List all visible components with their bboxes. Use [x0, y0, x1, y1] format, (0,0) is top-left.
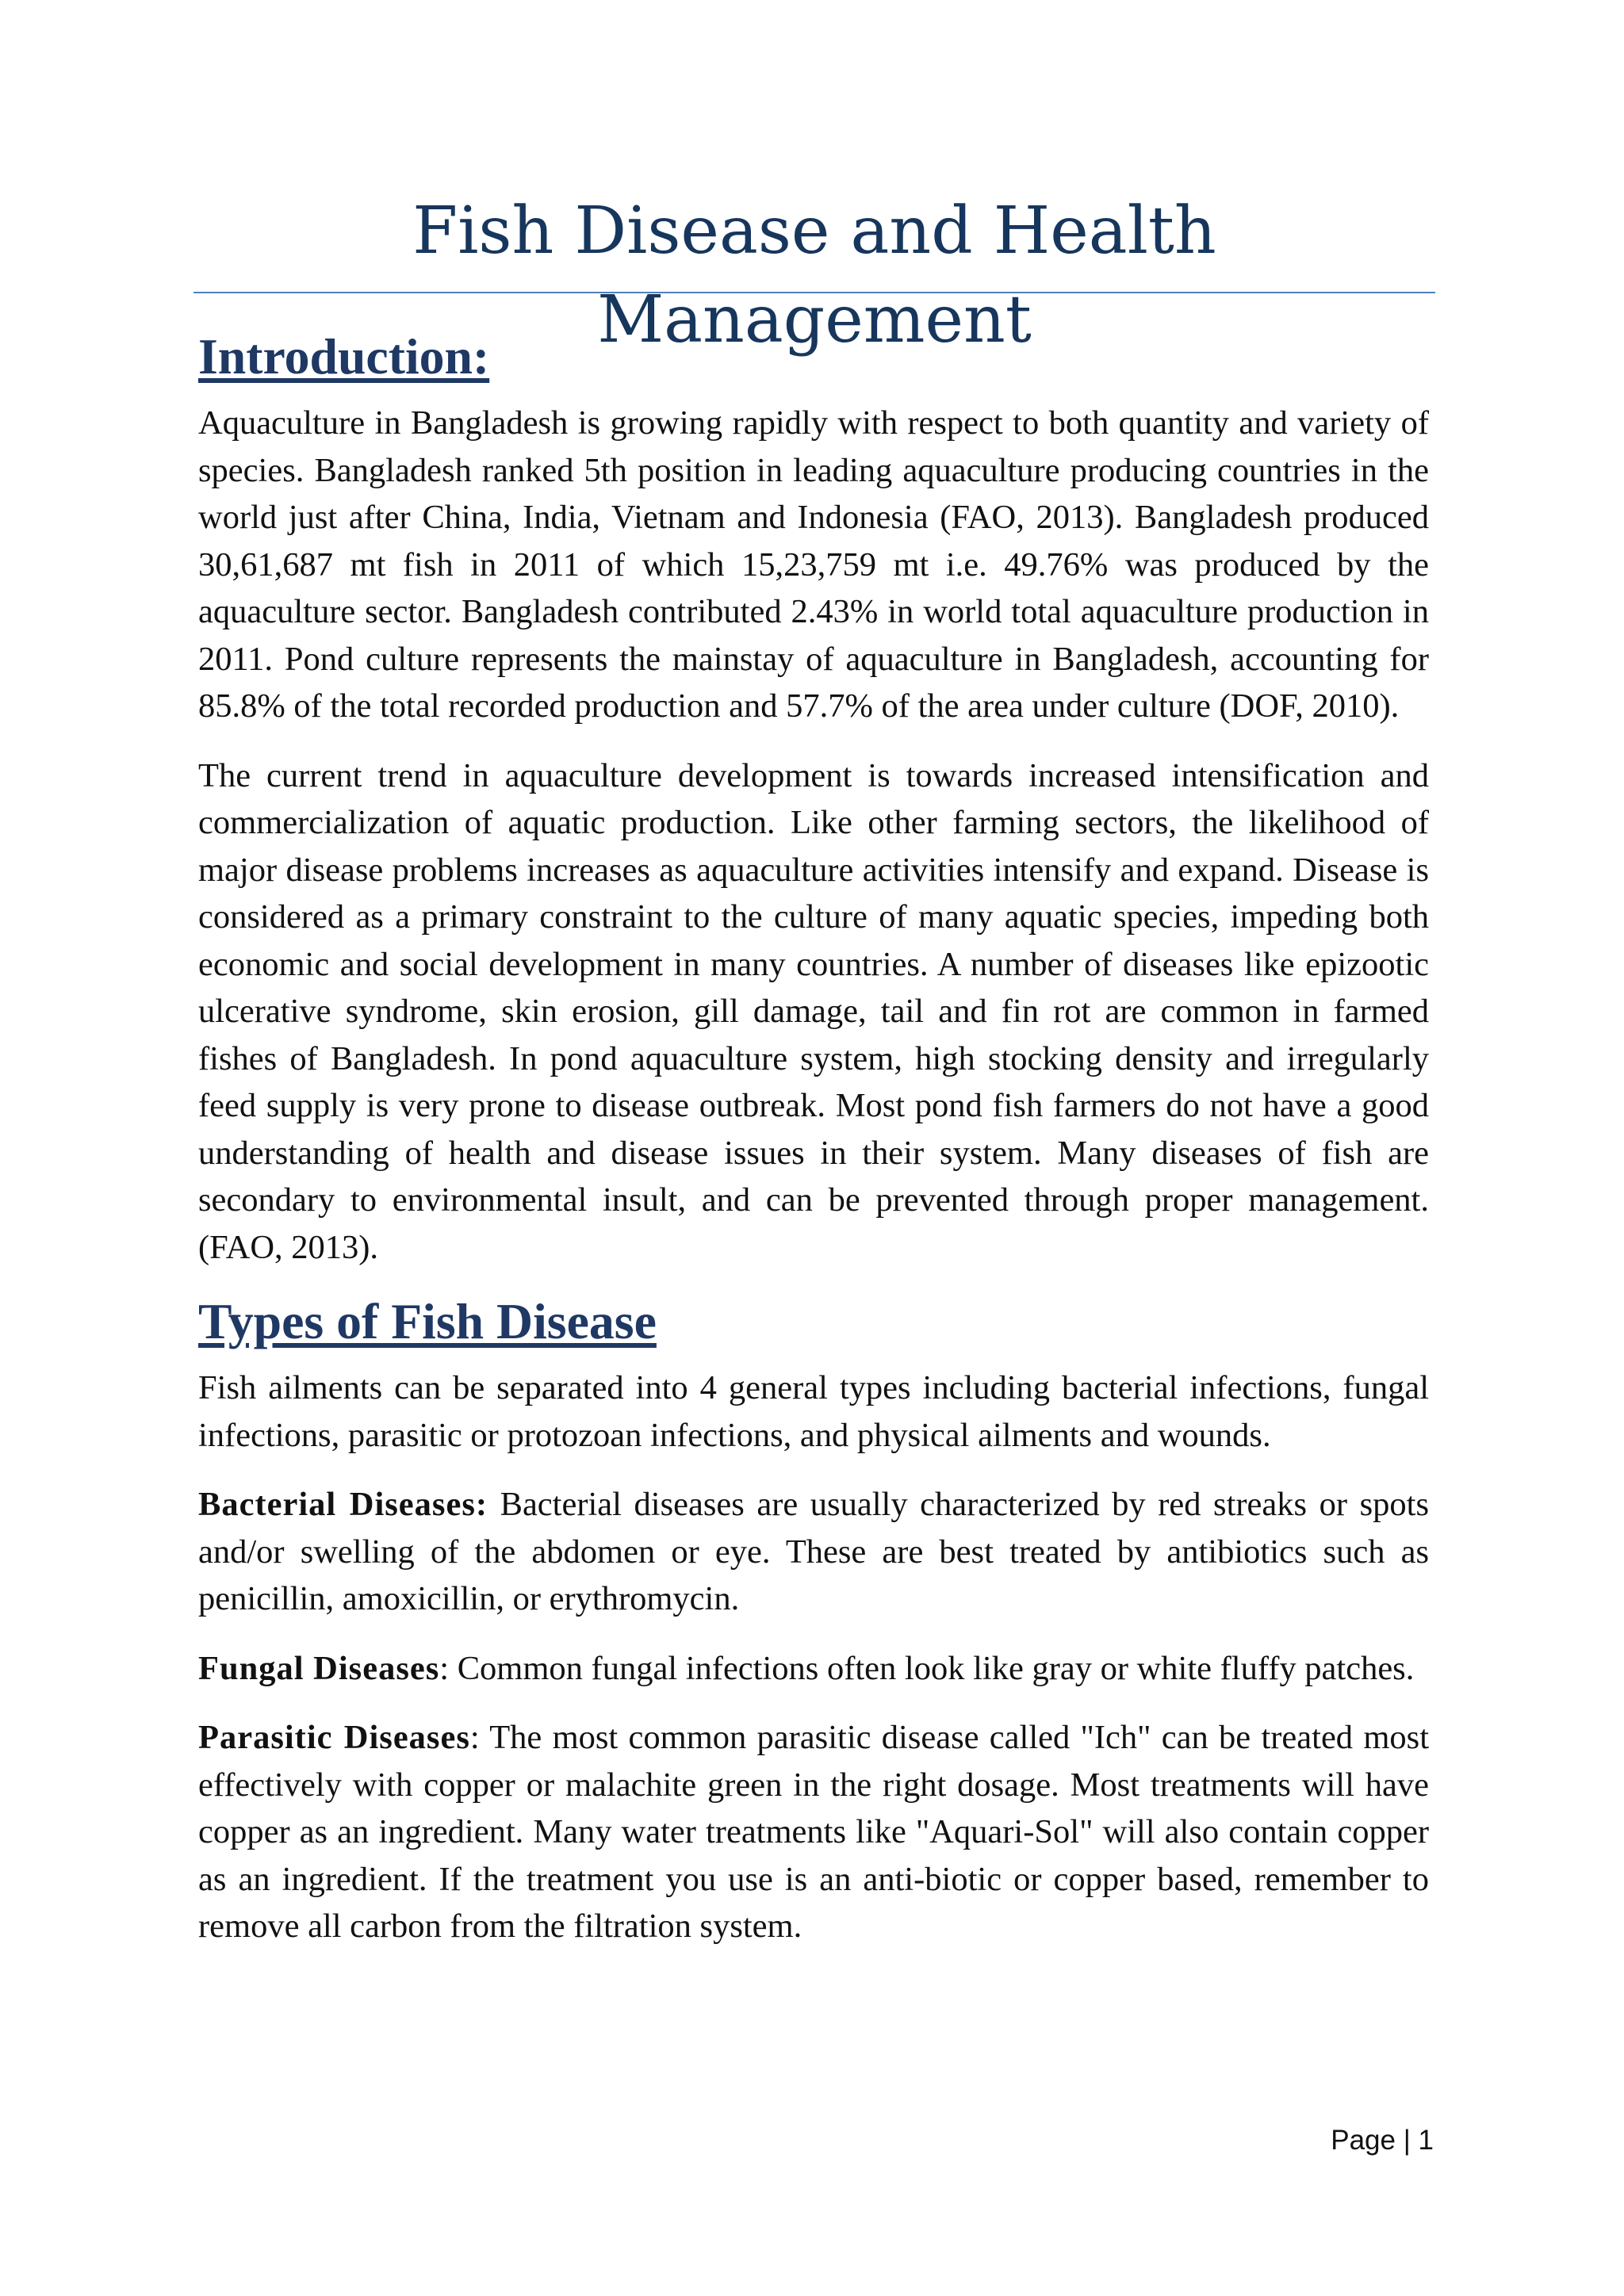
- page-title: Fish Disease and Health Management: [412, 193, 1216, 358]
- bacterial-diseases-text: Bacterial diseases are usually characterized by red streaks or spots and/or swelling of the abdomen or eye. These are best treated by antibiotics such as penicillin, amoxicillin, or erythromycin.: [198, 1486, 1429, 1617]
- introduction-heading: Introduction:: [198, 328, 490, 385]
- parasitic-diseases-term: Parasitic Diseases: [198, 1719, 470, 1756]
- bacterial-diseases-term: Bacterial Diseases:: [198, 1486, 488, 1523]
- types-intro-paragraph: Fish ailments can be separated into 4 general types including bacterial infections, fungal infections, parasitic or protozoan infections, and physical ailments and wounds.: [198, 1369, 1429, 1454]
- bacterial-diseases-paragraph: [198, 1481, 1429, 1623]
- page-number: Page | 1: [1331, 2125, 1434, 2156]
- introduction-paragraph-2: The current trend in aquaculture development is towards increased intensification and commercialization of aquatic production. Like other farming sectors, the likelihood of major disease problems increases as aquaculture activities intensify and expand. Disease is considered as a primary constraint to the culture of many aquatic species, impeding both economic and social development in many countries. A number of diseases like epizootic ulcerative syndrome, skin erosion, gill damage, tail and fin rot are common in farmed fishes of Bangladesh. In pond aquaculture system, high stocking density and irregularly feed supply is very prone to disease outbreak. Most pond fish farmers do not have a good understanding of health and disease issues in their system. Many diseases of fish are secondary to environmental insult, and can be prevented through proper management. (FAO, 2013).: [198, 756, 1429, 1266]
- fungal-diseases-text: : Common fungal infections often look like gray or white fluffy patches.: [439, 1649, 1415, 1687]
- fungal-diseases-paragraph: [198, 1645, 1429, 1693]
- document-body: [198, 328, 1429, 1973]
- parasitic-diseases-text: : The most common parasitic disease called "Ich" can be treated most effectively with copper or malachite green in the right dosage. Most treatments will have copper as an ingredient. Many water treatments like "Aquari-Sol" will also contain copper as an ingredient. If the treatment you use is an anti-biotic or copper based, remember to remove all carbon from the filtration system.: [198, 1719, 1429, 1945]
- introduction-paragraph-1: Aquaculture in Bangladesh is growing rapidly with respect to both quantity and variety of species. Bangladesh ranked 5th position in leading aquaculture producing countries in the world just after China, India, Vietnam and Indonesia (FAO, 2013). Bangladesh produced 30,61,687 mt fish in 2011 of which 15,23,759 mt i.e. 49.76% was produced by the aquaculture sector. Bangladesh contributed 2.43% in world total aquaculture production in 2011. Pond culture represents the mainstay of aquaculture in Bangladesh, accounting for 85.8% of the total recorded production and 57.7% of the area under culture (DOF, 2010).: [198, 404, 1429, 725]
- types-heading: Types of Fish Disease: [198, 1293, 657, 1349]
- parasitic-diseases-paragraph: [198, 1714, 1429, 1950]
- fungal-diseases-term: Fungal Diseases: [198, 1649, 440, 1687]
